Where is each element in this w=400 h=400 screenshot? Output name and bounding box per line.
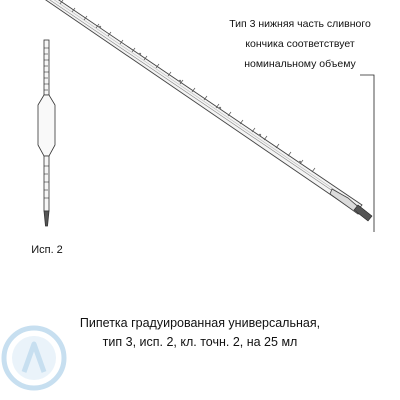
product-caption (0, 314, 400, 352)
caption-line: тип 3, исп. 2, кл. точн. 2, на 25 мл (102, 335, 298, 349)
annotation-text (200, 14, 400, 74)
pipette-vertical-image (38, 40, 55, 226)
annotation-line: Тип 3 нижняя часть сливного (229, 18, 371, 30)
version-label: Исп. 2 (31, 244, 63, 256)
annotation-line: кончика соответствует (245, 38, 355, 50)
caption-line: Пипетка градуированная универсальная, (79, 316, 321, 330)
annotation-line: номинальному объему (244, 58, 356, 70)
